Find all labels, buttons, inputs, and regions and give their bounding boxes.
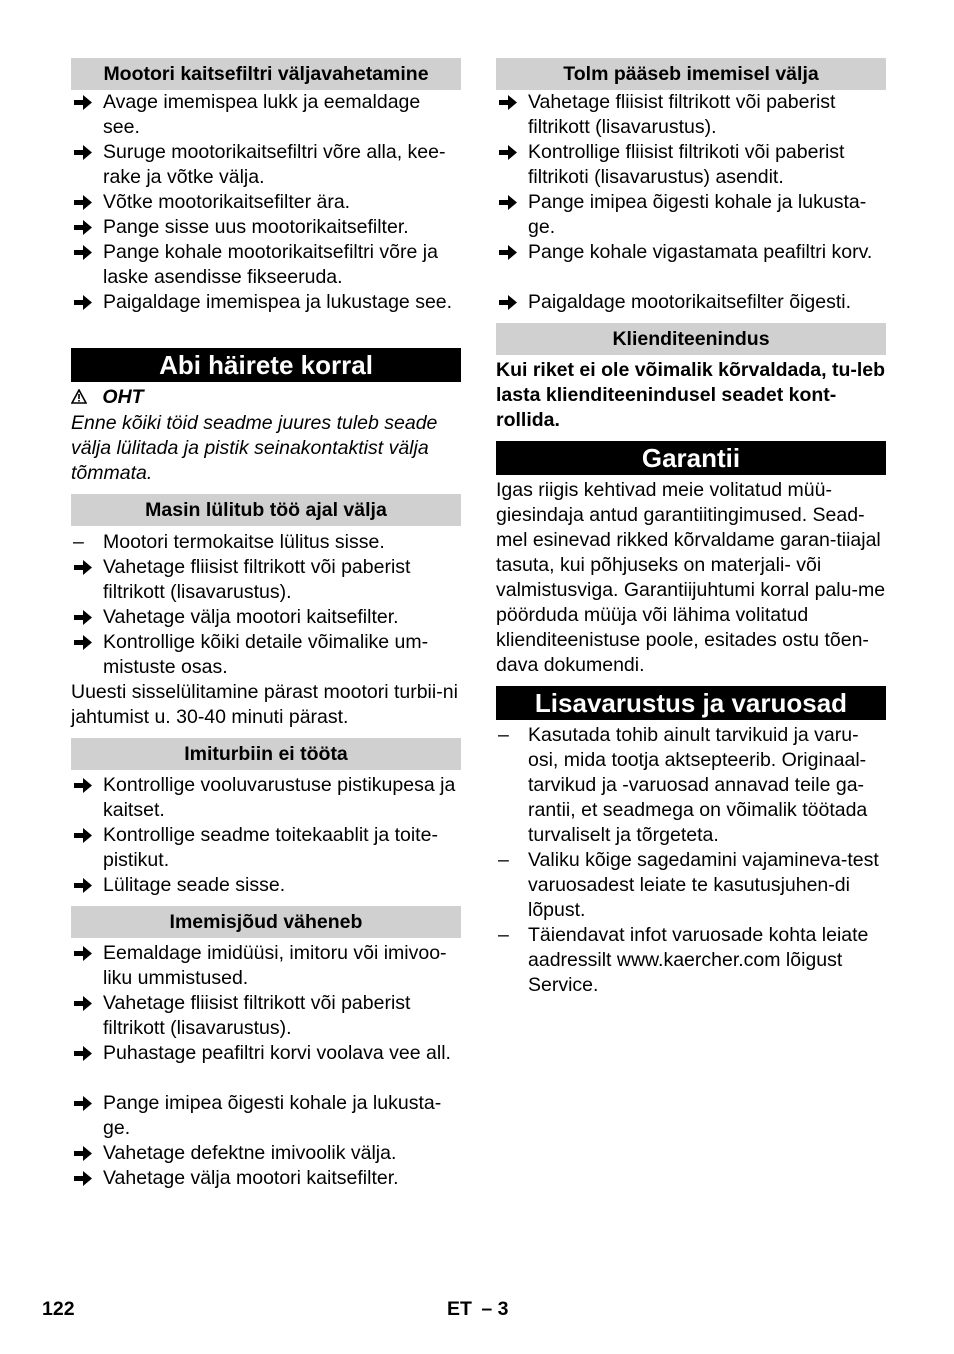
list-item: Avage imemispea lukk ja eemaldage see. [71,90,461,140]
arrow-right-icon [74,1046,92,1061]
list-item: Lülitage seade sisse. [71,873,461,898]
arrow-right-icon [499,295,517,310]
warning-text: Enne kõiki töid seadme juures tuleb seade välja lülitada ja pistik seinakontaktist välja tõmmata. [71,412,438,484]
section-title-machine-switches-off: Masin lülitub töö ajal välja [71,494,461,526]
arrow-right-icon [74,878,92,893]
arrow-right-icon [74,145,92,160]
section-title-suction-decreases: Imemisjõud väheneb [71,906,461,938]
arrow-right-icon [74,1146,92,1161]
section-page-number: 3 [497,1298,509,1320]
arrow-right-icon [74,220,92,235]
page-number: 122 [42,1298,75,1320]
arrow-right-icon [74,195,92,210]
list-item: Vahetage fliisist filtrikott või paberist filtrikott (lisavarustus). [496,90,886,140]
list-item: Paigaldage imemispea ja lukustage see. [71,290,461,340]
list-item: Kontrollige fliisist filtrikoti või paberist filtrikoti (lisavarustus) asendit. [496,140,886,190]
section-title-motor-filter-replacement: Mootori kaitsefiltri väljavahetamine [71,58,461,90]
list-item: Pange kohale vigastamata peafiltri korv. [496,240,886,290]
dash-bullet: – [73,531,84,553]
dash-bullet: – [498,924,509,946]
dash-bullet: – [498,849,509,871]
list-item: Pange imipea õigesti kohale ja lukusta-ge. [496,190,886,240]
section-title-turbine-not-working: Imiturbiin ei tööta [71,738,461,770]
arrow-right-icon [74,95,92,110]
section-title-dust-escapes: Tolm pääseb imemisel välja [496,58,886,90]
list-item: Vahetage defektne imivoolik välja. [71,1141,461,1166]
list-item: Kontrollige seadme toitekaablit ja toite-pistikut. [71,823,461,873]
arrow-right-icon [74,1096,92,1111]
list-item: Vahetage välja mootori kaitsefilter. [71,1166,461,1191]
right-column [496,58,886,998]
motor-filter-steps [71,90,461,340]
footer-separator: – [481,1298,493,1320]
list-item: Pange sisse uus mootorikaitsefilter. [71,215,461,240]
list-item: Kontrollige vooluvarustuse pistikupesa ja kaitset. [71,773,461,823]
chapter-title-warranty: Garantii [496,441,886,475]
dash-bullet: – [498,724,509,746]
customer-service-text: Kui riket ei ole võimalik kõrvaldada, tu-leb lasta klienditeenindusel seadet kont-rollida. [496,359,886,431]
arrow-right-icon [499,245,517,260]
arrow-right-icon [499,95,517,110]
list-item: Pange imipea õigesti kohale ja lukusta-ge. [71,1091,461,1141]
warning-label: OHT [102,386,144,408]
arrow-right-icon [74,610,92,625]
arrow-right-icon [74,828,92,843]
chapter-title-accessories-spare-parts: Lisavarustus ja varuosad [496,686,886,720]
restart-note: Uuesti sisselülitamine pärast mootori turbii-ni jahtumist u. 30-40 minuti pärast. [71,681,458,728]
chapter-title-troubleshooting: Abi häirete korral [71,348,461,382]
list-item: Puhastage peafiltri korvi voolava vee all. [71,1041,461,1091]
language-code: ET [447,1298,472,1320]
list-item: Vahetage välja mootori kaitsefilter. [71,605,461,630]
list-item-cause: – Mootori termokaitse lülitus sisse. [73,531,385,553]
list-item: Paigaldage mootorikaitsefilter õigesti. [496,290,886,315]
footer-language-page [447,1298,508,1321]
arrow-right-icon [74,560,92,575]
list-item: – Kasutada tohib ainult tarvikuid ja varu-osi, mida tootja aktsepteerib. Originaal-tarvikud ja -varuosad annavad teile ga-rantii, et seadmega on võimalik töötada turvaliselt ja tõrgeteta. [498,724,868,846]
list-item: Vahetage fliisist filtrikott või paberist filtrikott (lisavarustus). [71,555,461,605]
warranty-text: Igas riigis kehtivad meie volitatud müü-giesindaja antud garantiitingimused. Sead-mel esinevad rikked kõrvaldame garan-tiiajal tasuta, kui põhjuseks on materjali- või valmistusviga. Garantiijuhtumi korral palu-me pöörduda müüja või lähima volitatud klienditeenistuse poole, esitades ostu tõen-dava dokumendi. [496,479,886,676]
arrow-right-icon [74,946,92,961]
arrow-right-icon [499,145,517,160]
list-item: – Valiku kõige sagedamini vajamineva-test varuosadest leiate te kasutusjuhen-di lõpust. [498,849,879,921]
left-column [71,58,461,1191]
list-item: Võtke mootorikaitsefilter ära. [71,190,461,215]
warning-triangle-icon [71,386,89,411]
arrow-right-icon [74,1171,92,1186]
list-item: – Täiendavat infot varuosade kohta leiate aadressilt www.kaercher.com lõigust Service. [498,924,869,996]
arrow-right-icon [74,245,92,260]
arrow-right-icon [74,778,92,793]
list-item: Pange kohale mootorikaitsefiltri võre ja laske asendisse fikseeruda. [71,240,461,290]
list-item: Suruge mootorikaitsefiltri võre alla, kee-rake ja võtke välja. [71,140,461,190]
list-item: Eemaldage imidüüsi, imitoru või imivoo-liku ummistused. [71,941,461,991]
arrow-right-icon [499,195,517,210]
list-item: Vahetage fliisist filtrikott või paberist filtrikott (lisavarustus). [71,991,461,1041]
arrow-right-icon [74,635,92,650]
list-item: Kontrollige kõiki detaile võimalike um-mistuste osas. [71,630,461,680]
arrow-right-icon [74,996,92,1011]
arrow-right-icon [74,295,92,310]
warning-heading [71,385,461,411]
section-title-customer-service: Klienditeenindus [496,323,886,355]
